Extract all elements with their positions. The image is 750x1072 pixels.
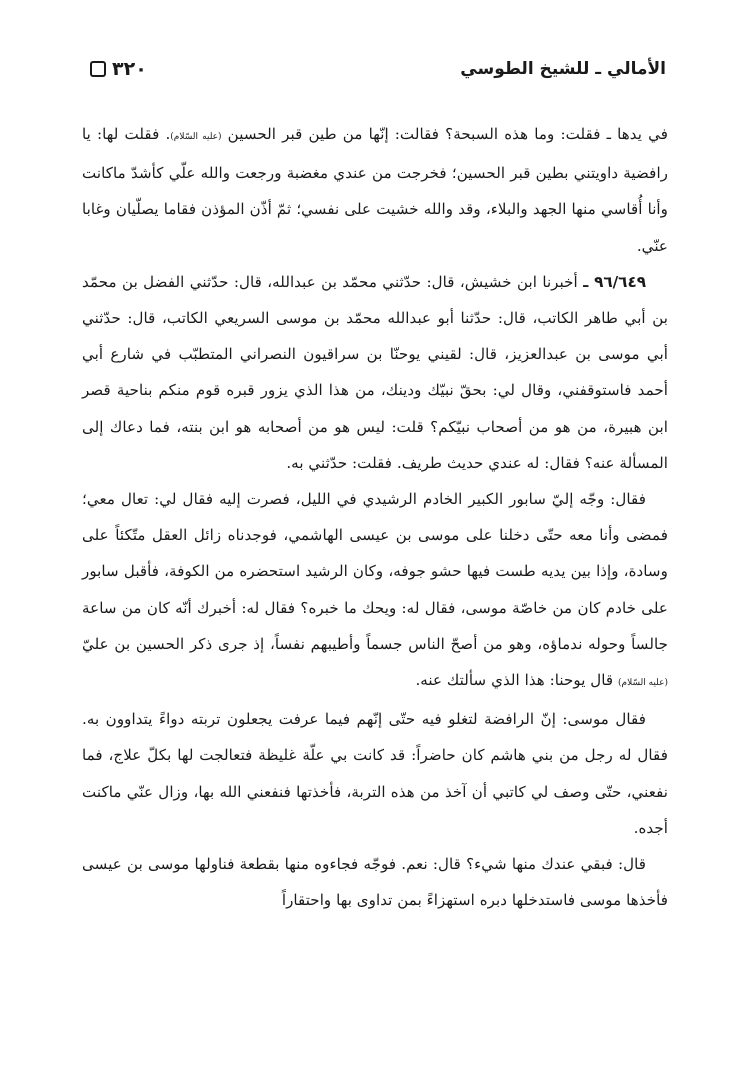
paragraph-4: فقال موسى: إنّ الرافضة لتغلو فيه حتّى إنّهم فيما عرفت يجعلون تربته دواءً يتداوون به. فقال له رجل من بني هاشم كان حاضراً: قد كانت بي علّة غليظة فتعالجت لها بكلّ علاج، فما نفعني، حتّى وصف لي كاتبي أن آخذ من هذه التربة، فأخذتها فنفعني الله بها، وزال عنّي ماكنت أجده. xyxy=(82,710,668,837)
paragraph-3 xyxy=(82,481,668,701)
honorific: (عليه السّلام) xyxy=(618,678,668,689)
paragraph-1-text-a: في يدها ـ فقلت: وما هذه السبحة؟ فقالت: إنّها من طين قبر الحسين xyxy=(221,125,669,143)
running-header xyxy=(90,54,666,84)
main-text xyxy=(82,116,668,918)
paragraph-5: قال: فبقي عندك منها شيء؟ قال: نعم. فوجّه فجاءوه منها بقطعة فناولها موسى بن عيسى فأخذها موسى فاستدخلها دبره استهزاءً بمن تداوى بها واحتقاراً xyxy=(82,855,668,910)
paragraph-1-text-b: . فقلت لها: يا رافضية داويتني بطين قبر الحسين؛ فخرجت من عندي مغضبة ورجعت والله علّي كأشدّ ماكانت وأنا أُقاسي منها الجهد والبلاء، وقد والله خشيت على نفسي؛ ثمّ أذّن المؤذن فقاما يصلّيان وغابا عنّي. xyxy=(82,125,668,255)
running-title: الأمالي ـ للشيخ الطوسي xyxy=(460,59,666,79)
paragraph-3-text-a: فقال: وجّه إليّ سابور الكبير الخادم الرشيدي في الليل، فصرت إليه فقال لي: تعال معي؛ فمضى وأنا معه حتّى دخلنا على موسى بن عيسى الهاشمي، فوجدناه زائل العقل متّكئاً على وسادة، وإذا بين يديه طست فيها حشو جوفه، وكان الرشيد استحضره من الكوفة، فأقبل سابور على خادم كان من خاصّة موسى، فقال له: ويحك ما خبره؟ فقال له: أخبرك أنّه كان من ساعة جالساً وحوله ندماؤه، وهو من أصحّ الناس جسماً وأطيبهم نفساً، إذ جرى ذكر الحسين بن عليّ xyxy=(82,490,668,653)
hadith-number: ٩٦/٦٤٩ ـ xyxy=(583,272,646,291)
page-number: ٣٢٠ xyxy=(112,58,147,80)
honorific: (عليه السّلام) xyxy=(170,132,222,142)
square-ornament-icon xyxy=(90,61,106,77)
paragraph-1 xyxy=(82,116,668,264)
page-number-block xyxy=(90,58,147,80)
paragraph-2-text: أخبرنا ابن خشيش، قال: حدّثني محمّد بن عبدالله، قال: حدّثني الفضل بن محمّد بن أبي طاهر الكاتب، قال: حدّثنا أبو عبدالله محمّد بن موسى السريعي الكاتب، قال: حدّثني أبي موسى بن عبدالعزيز، قال: لقيني يوحنّا بن سراقيون النصراني المتطبّب في شارع أبي أحمد فاستوقفني، وقال لي: بحقّ نبيّك ودينك، من هذا الذي يزور قبره قوم منكم بناحية قصر ابن هبيرة، من هو من أصحاب نبيّكم؟ قلت: ليس هو من أصحابه هو ابن بنته، فما دعاك إلى المسألة عنه؟ فقال: له عندي حديث طريف. فقلت: حدّثني به. xyxy=(82,272,668,472)
paragraph-2 xyxy=(82,264,668,481)
paragraph-3-text-b: قال يوحنا: هذا الذي سألتك عنه. xyxy=(415,671,618,690)
